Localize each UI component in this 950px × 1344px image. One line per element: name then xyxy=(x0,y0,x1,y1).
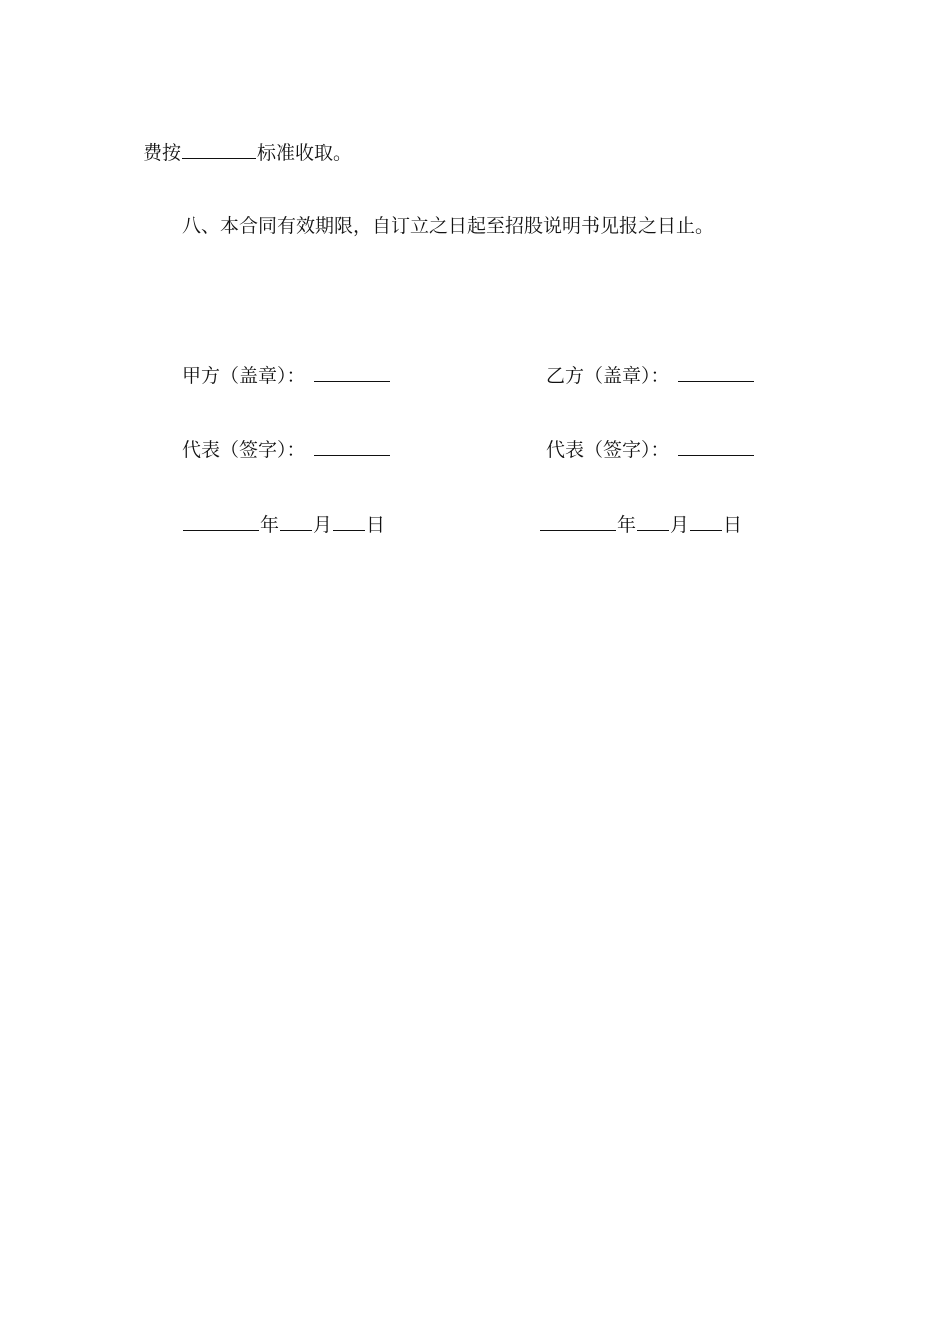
party-b-date-line xyxy=(539,511,742,538)
party-a-day-blank xyxy=(333,511,365,531)
party-b-rep-label: 代表（签字）： xyxy=(546,439,670,461)
party-a-seal-label: 甲方（盖章）： xyxy=(182,365,306,387)
clause-eight: 八、本合同有效期限，自订立之日起至招股说明书见报之日止。 xyxy=(182,215,715,237)
party-b-seal-blank xyxy=(678,362,754,382)
party-b-month-label: 月 xyxy=(670,514,690,536)
party-a-rep-blank xyxy=(314,436,390,456)
party-a-rep-line xyxy=(182,436,391,463)
party-a-year-label: 年 xyxy=(260,514,280,536)
party-a-seal-blank xyxy=(314,362,390,382)
party-b-seal-line xyxy=(546,362,755,389)
party-a-month-blank xyxy=(280,511,312,531)
fee-suffix: 标准收取。 xyxy=(257,142,353,164)
fee-prefix: 费按 xyxy=(143,142,182,164)
party-a-month-label: 月 xyxy=(313,514,333,536)
party-b-year-blank xyxy=(540,511,616,531)
party-a-rep-label: 代表（签字）： xyxy=(182,439,306,461)
party-a-year-blank xyxy=(183,511,259,531)
party-b-rep-blank xyxy=(678,436,754,456)
party-b-day-blank xyxy=(690,511,722,531)
party-b-month-blank xyxy=(637,511,669,531)
fee-line xyxy=(143,139,352,166)
party-a-date-line xyxy=(182,511,385,538)
party-b-year-label: 年 xyxy=(617,514,637,536)
party-a-seal-line xyxy=(182,362,391,389)
party-a-day-label: 日 xyxy=(366,514,386,536)
fee-standard-blank xyxy=(182,139,256,159)
party-b-seal-label: 乙方（盖章）： xyxy=(546,365,670,387)
party-b-rep-line xyxy=(546,436,755,463)
party-b-day-label: 日 xyxy=(723,514,743,536)
